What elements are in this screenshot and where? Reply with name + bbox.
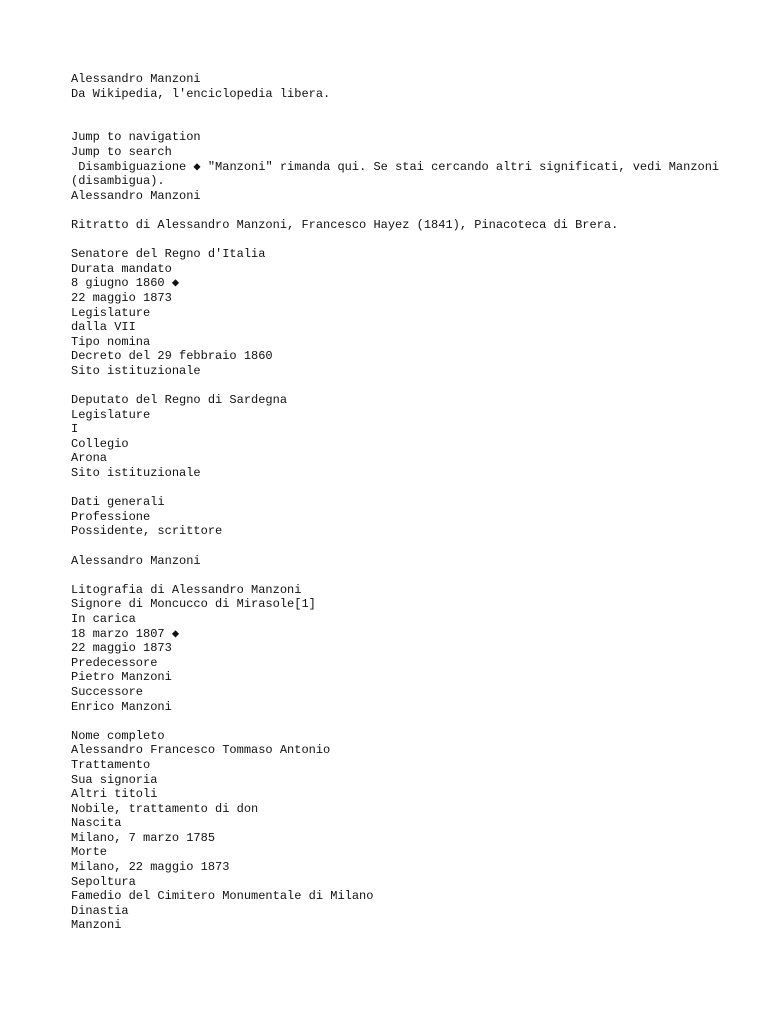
general-heading: Dati generali [71,495,165,510]
other-titles-value: Nobile, trattamento di don [71,801,259,816]
in-office-label: In carica [71,611,136,626]
dynasty-label: Dinastia [71,903,129,918]
noble-box-title: Alessandro Manzoni [71,553,201,568]
death-value: Milano, 22 maggio 1873 [71,860,230,875]
full-name-label: Nome completo [71,728,165,743]
lithograph-caption: Litografia di Alessandro Manzoni [71,582,302,597]
other-titles-label: Altri titoli [71,787,158,802]
deputy-college-value: Arona [71,451,108,466]
senate-site-link[interactable]: Sito istituzionale [71,363,201,378]
predecessor-value: Pietro Manzoni [71,670,172,685]
spacer [71,481,731,496]
deputy-heading: Deputato del Regno di Sardegna [71,393,288,408]
article-title: Alessandro Manzoni [71,72,201,86]
senate-legislatures-value: dalla VII [71,320,136,335]
spacer [71,568,731,583]
dynasty-value: Manzoni [71,918,122,933]
lordship-title: Signore di Moncucco di Mirasole[1] [71,597,316,612]
jump-to-search-link[interactable]: Jump to search [71,144,172,159]
senate-heading: Senatore del Regno d'Italia [71,247,266,262]
in-office-start: 18 marzo 1807 ◆ [71,626,180,641]
burial-label: Sepoltura [71,874,136,889]
death-label: Morte [71,845,108,860]
senate-appointment-label: Tipo nomina [71,334,151,349]
treatment-value: Sua signoria [71,772,158,787]
senate-legislatures-label: Legislature [71,305,151,320]
predecessor-label: Predecessore [71,655,158,670]
deputy-legislatures-label: Legislature [71,407,151,422]
deputy-legislatures-value: I [71,422,79,437]
spacer [71,378,731,393]
senate-appointment-value: Decreto del 29 febbraio 1860 [71,349,273,364]
deputy-site-link[interactable]: Sito istituzionale [71,466,201,481]
senate-term-label: Durata mandato [71,261,172,276]
spacer [71,101,731,130]
successor-value: Enrico Manzoni [71,699,172,714]
infobox-name: Alessandro Manzoni [71,188,201,203]
in-office-end: 22 maggio 1873 [71,641,172,656]
full-name-value: Alessandro Francesco Tommaso Antonio [71,743,331,758]
birth-label: Nascita [71,816,122,831]
senate-term-end: 22 maggio 1873 [71,290,172,305]
birth-value: Milano, 7 marzo 1785 [71,830,216,845]
article-text [71,72,731,933]
spacer [71,539,731,554]
article-subtitle: Da Wikipedia, l'enciclopedia libera. [71,86,331,101]
portrait-caption: Ritratto di Alessandro Manzoni, Francesco Hayez (1841), Pinacoteca di Brera. [71,217,619,232]
disambiguation-notice: Disambiguazione ◆ "Manzoni" rimanda qui. Se stai cercando altri significati, vedi Manzoni (disambigua). [71,159,727,189]
treatment-label: Trattamento [71,757,151,772]
senate-term-start: 8 giugno 1860 ◆ [71,276,180,291]
profession-value: Possidente, scrittore [71,524,223,539]
successor-label: Successore [71,684,144,699]
burial-value: Famedio del Cimitero Monumentale di Milano [71,889,374,904]
spacer [71,233,731,248]
profession-label: Professione [71,509,151,524]
deputy-college-label: Collegio [71,436,129,451]
spacer [71,203,731,218]
spacer [71,714,731,729]
jump-to-navigation-link[interactable]: Jump to navigation [71,130,201,145]
